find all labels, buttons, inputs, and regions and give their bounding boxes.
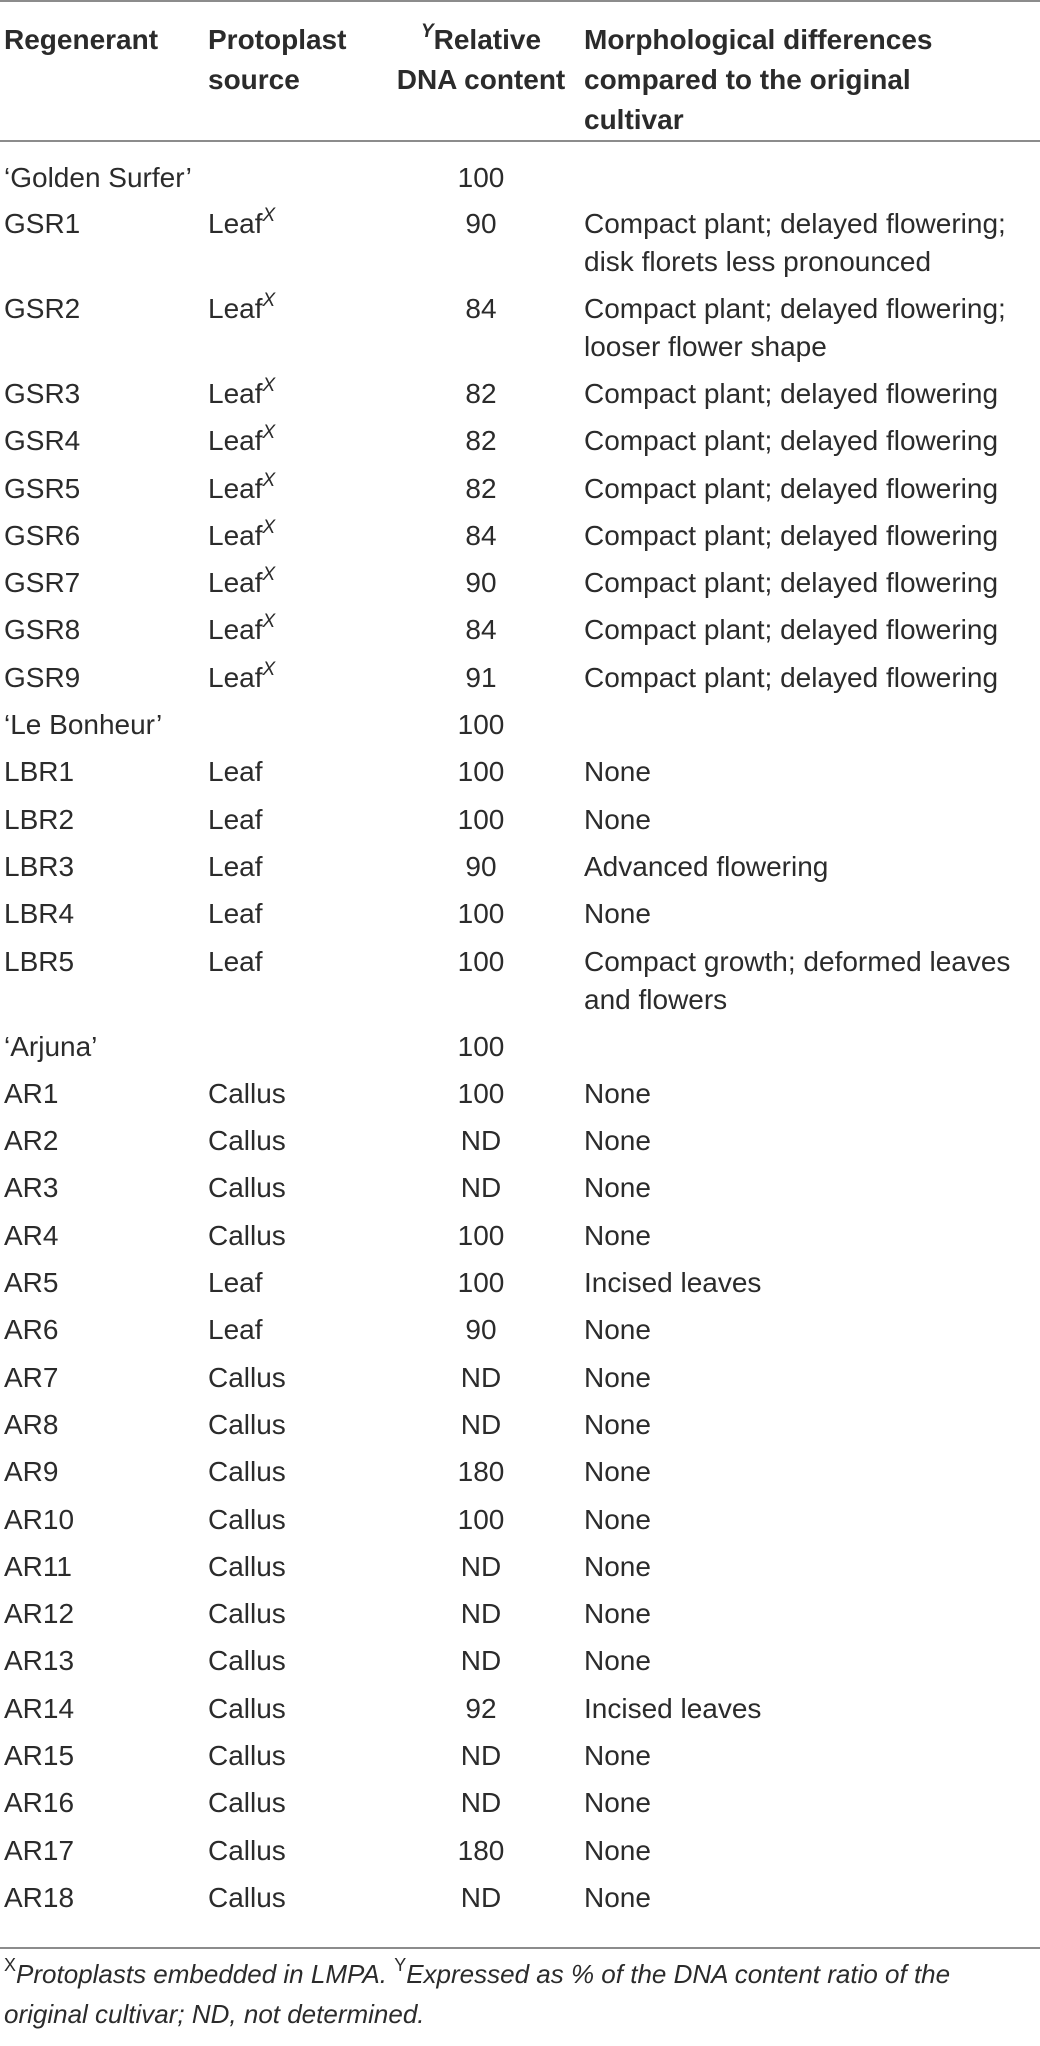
cell-morphological-differences: None [584,1077,651,1109]
header-regenerant: Regenerant [0,1,204,141]
source-text: Callus [208,1598,286,1630]
cell-relative-dna-content: 100 [457,709,505,741]
cell-morphological-differences: None [584,1314,651,1346]
cell-protoplast-source [204,370,388,417]
source-text: Leaf [208,378,263,409]
cell-morphological-differences: None [584,1834,651,1866]
cell-regenerant: AR16 [4,1787,75,1819]
cell-morphological-differences: None [584,898,651,930]
footnote-marker-x: X [262,658,276,680]
cell-morphological-differences: None [584,1881,651,1913]
source-text: Leaf [208,1314,263,1346]
cell-protoplast-source [204,1117,388,1164]
table-row [0,938,1040,1023]
cell-regenerant: LBR2 [4,803,75,835]
cell-regenerant: AR6 [4,1314,59,1346]
cell-relative-dna-content: 84 [465,614,497,646]
footnote-marker-x: X [262,564,276,586]
cell-relative-dna-content: 90 [465,208,497,239]
cell-morphological-differences: Compact plant; delayed flowering [584,425,999,457]
cell-protoplast-source [204,141,388,200]
table-row [0,1496,1040,1543]
cell-morphological-differences: Compact plant; delayed flowering [584,567,999,599]
cell-morphological-differences: Compact plant; delayed flowering; disk florets less pronounced [584,208,1006,277]
cell-regenerant: LBR4 [4,898,75,930]
table-header [0,1,1040,141]
cell-regenerant: ‘Le Bonheur’ [4,709,163,741]
cell-relative-dna-content: ND [460,1645,502,1677]
cell-morphological-differences: None [584,1172,651,1204]
cell-morphological-differences: None [584,1408,651,1440]
cell-relative-dna-content: ND [460,1172,502,1204]
table-row [0,1354,1040,1401]
cell-morphological-differences: Advanced flowering [584,850,829,882]
footnote-marker-x: X [262,290,276,311]
cell-regenerant: AR18 [4,1881,75,1913]
table-row [0,1448,1040,1495]
source-text: Callus [208,1077,286,1109]
table-body [0,141,1040,1935]
source-text: Callus [208,1408,286,1440]
cell-relative-dna-content: 100 [457,1219,505,1251]
source-text: Callus [208,1503,286,1535]
cell-regenerant: AR8 [4,1408,59,1440]
footnote-marker-x: X [262,375,276,396]
table-row [0,1212,1040,1259]
cell-morphological-differences: None [584,1361,651,1393]
cell-regenerant: ‘Arjuna’ [4,1030,98,1062]
cell-regenerant: LBR3 [4,850,75,882]
cell-morphological-differences: Compact plant; delayed flowering; looser flower shape [584,293,1006,362]
source-text: Callus [208,1645,286,1677]
footnote-marker-x: X [4,1955,17,1975]
source-text: Callus [208,1692,286,1724]
cell-morphological-differences: None [584,1550,651,1582]
cell-protoplast-source [204,200,388,285]
cell-morphological-differences: Compact plant; delayed flowering [584,519,999,551]
cell-protoplast-source [204,1543,388,1590]
cell-regenerant: AR7 [4,1361,59,1393]
footnote-text-x: Protoplasts embedded in LMPA. [16,1959,387,1989]
cell-protoplast-source [204,890,388,937]
cell-protoplast-source [204,512,388,559]
source-text: Leaf [208,945,263,977]
cell-regenerant: AR13 [4,1645,75,1677]
table-row [0,1827,1040,1874]
cell-morphological-differences [574,1023,1040,1070]
cell-morphological-differences: Incised leaves [584,1692,762,1724]
source-text: Leaf [208,1267,263,1299]
source-text: Leaf [208,519,263,551]
footnote-marker-y: Y [420,21,434,42]
cell-relative-dna-content: 100 [457,1267,505,1299]
cell-regenerant: AR12 [4,1598,75,1630]
cell-relative-dna-content: 82 [465,425,497,457]
table-row [0,1874,1040,1935]
cell-protoplast-source [204,1070,388,1117]
cell-protoplast-source [204,1401,388,1448]
source-text: Callus [208,1740,286,1772]
cell-protoplast-source [204,559,388,606]
table-row [0,1259,1040,1306]
cell-relative-dna-content: 100 [457,803,505,835]
table-row [0,200,1040,285]
table-row [0,1543,1040,1590]
cell-protoplast-source [204,465,388,512]
cell-regenerant: AR4 [4,1219,59,1251]
cell-regenerant: GSR4 [4,425,81,457]
header-morphological-differences: Morphological differences compared to the original cultivar [574,1,1040,141]
source-text: Leaf [208,898,263,930]
cell-regenerant: GSR1 [4,208,81,239]
table-row [0,1732,1040,1779]
cell-relative-dna-content: 90 [465,1314,497,1346]
source-text: Leaf [208,472,263,504]
cell-morphological-differences: None [584,1787,651,1819]
header-protoplast-source: Protoplast source [204,1,388,141]
cell-regenerant: GSR9 [4,661,81,693]
cell-protoplast-source [204,1023,388,1070]
source-text: Callus [208,1834,286,1866]
table-row [0,285,1040,370]
cell-relative-dna-content: ND [460,1598,502,1630]
cell-regenerant: GSR2 [4,293,81,324]
footnote-marker-x: X [262,611,276,633]
cell-protoplast-source [204,1590,388,1637]
footnote-marker-y: Y [394,1955,407,1975]
cell-protoplast-source [204,1637,388,1684]
cell-morphological-differences: Compact plant; delayed flowering [584,472,999,504]
cell-relative-dna-content: 90 [465,567,497,599]
cell-morphological-differences: Compact plant; delayed flowering [584,661,999,693]
source-text: Leaf [208,850,263,882]
cell-protoplast-source [204,1259,388,1306]
table-row [0,1779,1040,1826]
source-text: Leaf [208,293,263,324]
cell-relative-dna-content: ND [460,1361,502,1393]
table-row [0,465,1040,512]
cell-relative-dna-content: 100 [457,1503,505,1535]
footnote-marker-x: X [262,205,276,226]
table-row [0,654,1040,701]
cell-morphological-differences: None [584,1219,651,1251]
cell-protoplast-source [204,843,388,890]
cell-regenerant: ‘Golden Surfer’ [4,162,192,193]
source-text: Leaf [208,661,263,693]
cell-regenerant: LBR5 [4,945,75,977]
cell-relative-dna-content: 92 [465,1692,497,1724]
cell-relative-dna-content: 84 [465,519,497,551]
cell-morphological-differences: None [584,1456,651,1488]
cell-relative-dna-content: ND [460,1125,502,1157]
cell-morphological-differences: None [584,1598,651,1630]
cell-morphological-differences: None [584,756,651,788]
cell-regenerant: AR17 [4,1834,75,1866]
header-relative-dna-content: $^Y$Relative DNA content [388,1,574,141]
cell-protoplast-source [204,1164,388,1211]
table-row [0,796,1040,843]
cell-protoplast-source [204,606,388,653]
cell-protoplast-source [204,285,388,370]
table-row [0,843,1040,890]
cell-relative-dna-content: 82 [465,378,497,409]
cell-protoplast-source [204,1496,388,1543]
cell-protoplast-source [204,1685,388,1732]
cell-protoplast-source [204,1732,388,1779]
table-row [0,1401,1040,1448]
table-row [0,701,1040,748]
cell-protoplast-source [204,1874,388,1935]
cell-regenerant: AR3 [4,1172,59,1204]
cell-relative-dna-content: ND [460,1408,502,1440]
cell-regenerant: GSR3 [4,378,81,409]
footnote-text-y: Expressed as % of the DNA content ratio of the original cultivar; ND, not determined. [4,1959,951,2029]
cell-relative-dna-content: 91 [465,661,497,693]
cell-morphological-differences: None [584,1740,651,1772]
footnote-marker-x: X [262,516,276,538]
table-row [0,890,1040,937]
cell-regenerant: GSR6 [4,519,81,551]
cell-protoplast-source [204,1827,388,1874]
cell-protoplast-source [204,1212,388,1259]
cell-regenerant: AR2 [4,1125,59,1157]
table-row [0,1023,1040,1070]
cell-protoplast-source [204,796,388,843]
table-row [0,1685,1040,1732]
source-text: Callus [208,1361,286,1393]
cell-relative-dna-content: 180 [457,1456,505,1488]
cell-relative-dna-content: 84 [465,293,497,324]
source-text: Callus [208,1125,286,1157]
cell-morphological-differences [574,141,1040,200]
cell-regenerant: AR5 [4,1267,59,1299]
cell-morphological-differences: None [584,1645,651,1677]
cell-regenerant: AR11 [4,1550,72,1582]
cell-protoplast-source [204,654,388,701]
footnote-divider [0,1947,1040,1949]
table-row [0,606,1040,653]
cell-regenerant: AR15 [4,1740,75,1772]
cell-morphological-differences: Compact plant; delayed flowering [584,378,999,409]
cell-protoplast-source [204,1354,388,1401]
cell-morphological-differences: None [584,1125,651,1157]
source-text: Leaf [208,614,263,646]
cell-protoplast-source [204,1306,388,1353]
source-text: Callus [208,1456,286,1488]
cell-regenerant: GSR7 [4,567,81,599]
cell-protoplast-source [204,1448,388,1495]
cell-relative-dna-content: ND [460,1550,502,1582]
source-text: Callus [208,1881,286,1913]
cell-regenerant: GSR5 [4,472,81,504]
cell-relative-dna-content: 100 [457,898,505,930]
cell-relative-dna-content: 100 [457,945,505,977]
table-row [0,370,1040,417]
source-text: Callus [208,1787,286,1819]
table-row [0,559,1040,606]
cell-relative-dna-content: 180 [457,1834,505,1866]
cell-protoplast-source [204,748,388,795]
cell-relative-dna-content: 90 [465,850,497,882]
cell-relative-dna-content: 100 [457,756,505,788]
cell-regenerant: AR14 [4,1692,75,1724]
cell-regenerant: LBR1 [4,756,75,788]
table-row [0,1306,1040,1353]
table-row [0,512,1040,559]
header-row [0,1,1040,141]
cell-protoplast-source [204,417,388,464]
table-row [0,1070,1040,1117]
footnote-marker-x: X [262,422,276,444]
cell-relative-dna-content: 100 [457,162,505,193]
table-row [0,748,1040,795]
cell-regenerant: AR9 [4,1456,59,1488]
cell-relative-dna-content: ND [460,1740,502,1772]
cell-relative-dna-content: ND [460,1787,502,1819]
cell-morphological-differences: Incised leaves [584,1267,762,1299]
source-text: Leaf [208,803,263,835]
cell-relative-dna-content: 100 [457,1030,505,1062]
table-row [0,1117,1040,1164]
source-text: Leaf [208,208,263,239]
table-footnote [4,1954,1034,2034]
table-row [0,417,1040,464]
source-text: Callus [208,1172,286,1204]
source-text: Callus [208,1550,286,1582]
footnote-marker-x: X [262,469,276,491]
cell-relative-dna-content: ND [460,1881,502,1913]
source-text: Leaf [208,425,263,457]
cell-morphological-differences: Compact plant; delayed flowering [584,614,999,646]
table-row [0,1164,1040,1211]
table-row [0,1637,1040,1684]
cell-regenerant: AR10 [4,1503,75,1535]
cell-morphological-differences: None [584,803,651,835]
cell-protoplast-source [204,938,388,1023]
source-text: Leaf [208,567,263,599]
cell-morphological-differences: Compact growth; deformed leaves and flowers [584,945,1011,1015]
cell-morphological-differences: None [584,1503,651,1535]
cell-regenerant: GSR8 [4,614,81,646]
cell-regenerant: AR1 [4,1077,59,1109]
table-row [0,1590,1040,1637]
cell-protoplast-source [204,1779,388,1826]
cell-relative-dna-content: 82 [465,472,497,504]
source-text: Leaf [208,756,263,788]
cell-relative-dna-content: 100 [457,1077,505,1109]
cell-protoplast-source [204,701,388,748]
source-text: Callus [208,1219,286,1251]
cell-morphological-differences [574,701,1040,748]
table-row [0,141,1040,200]
